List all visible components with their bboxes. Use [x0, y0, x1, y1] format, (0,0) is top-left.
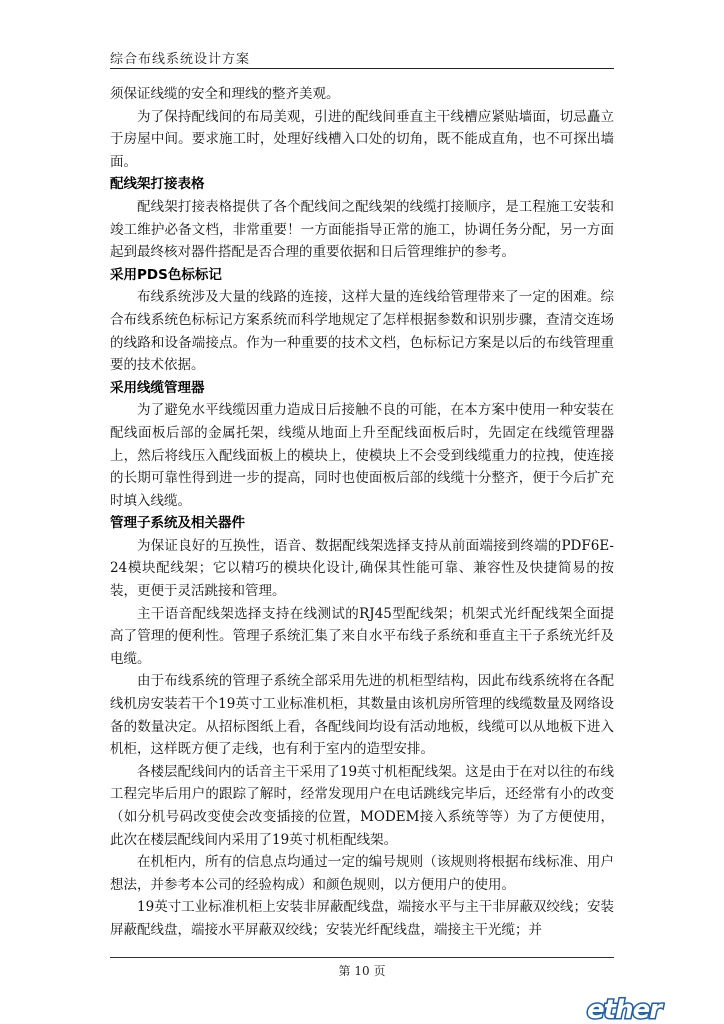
document-body	[110, 83, 614, 942]
header-rule	[110, 68, 614, 69]
ether-logo-text: ether	[587, 995, 662, 1024]
paragraph: 须保证线缆的安全和理线的整齐美观。	[110, 86, 340, 102]
paragraph: 配线架打接表格提供了各个配线间之配线架的线缆打接顺序，是工程施工安装和竣工维护必备文档，非常重要！一方面能指导正常的施工，协调任务分配，另一方面起到最终核对器件搭配是否合理的重要依据和日后管理维护的参考。	[110, 198, 614, 261]
paragraph: 布线系统涉及大量的线路的连接，这样大量的连线给管理带来了一定的困难。综合布线系统色标标记方案系统而科学地规定了怎样根据参数和识别步骤，查清交连场的线路和设备端接点。作为一种重要的技术文档，色标标记方案是以后的布线管理重要的技术依据。	[110, 289, 614, 374]
paragraph: 由于布线系统的管理子系统全部采用先进的机柜型结构，因此布线系统将在各配线机房安装若干个19英寸工业标准机柜，其数量由该机房所管理的线缆数量及网络设备的数量决定。从招标图纸上看，各配线间均设有活动地板，线缆可以从地板下进入机柜，这样既方便了走线，也有利于室内的造型安排。	[110, 673, 614, 758]
page-number: 第 10 页	[338, 964, 386, 978]
paragraph: 各楼层配线间内的话音主干采用了19英寸机柜配线架。这是由于在对以往的布线工程完毕后用户的跟踪了解时，经常发现用户在电话跳线完毕后，还经常有小的改变（如分机号码改变使会改变插接的位置，MODEM接入系统等等）为了方便使用，此次在楼层配线间内采用了19英寸机柜配线架。	[110, 763, 614, 848]
footer-rule	[110, 957, 614, 958]
paragraph: 19英寸工业标准机柜上安装非屏蔽配线盘，端接水平与主干非屏蔽双绞线；安装屏蔽配线盘，端接水平屏蔽双绞线；安装光纤配线盘，端接主干光缆；并	[110, 899, 614, 938]
running-header: 综合布线系统设计方案	[110, 52, 251, 67]
paragraph: 为了避免水平线缆因重力造成日后接触不良的可能，在本方案中使用一种安装在配线面板后部的金属托架，线缆从地面上升至配线面板后时，先固定在线缆管理器上，然后将线压入配线面板上的模块上，使模块上不会受到线缆重力的拉拽，使连接的长期可靠性得到进一步的提高，同时也使面板后部的线缆十分整齐，便于今后扩充时填入线缆。	[110, 402, 614, 509]
paragraph: 为保证良好的互换性，语音、数据配线架选择支持从前面端接到终端的PDF6E-24模块配线架；它以精巧的模块化设计,确保其性能可靠、兼容性及快捷简易的按装，更便于灵活跳接和管理。	[110, 537, 614, 600]
section-heading: 采用线缆管理器	[110, 379, 205, 396]
paragraph: 主干语音配线架选择支持在线测试的RJ45型配线架；机架式光纤配线架全面提高了管理的便利性。管理子系统汇集了来自水平布线子系统和垂直主干子系统光纤及电缆。	[110, 605, 614, 667]
ether-logo	[585, 995, 662, 1024]
paragraph: 在机柜内，所有的信息点均通过一定的编号规则（该规则将根据布线标准、用户想法，并参考本公司的经验构成）和颜色规则，以方便用户的使用。	[110, 854, 614, 893]
paragraph: 为了保持配线间的布局美观，引进的配线间垂直主干线槽应紧贴墙面，切忌矗立于房屋中间。要求施工时，处理好线槽入口处的切角，既不能成直角，也不可探出墙面。	[110, 108, 614, 170]
section-heading: 配线架打接表格	[110, 176, 205, 193]
section-heading: 采用PDS色标标记	[110, 266, 222, 283]
section-heading: 管理子系统及相关器件	[110, 515, 245, 532]
